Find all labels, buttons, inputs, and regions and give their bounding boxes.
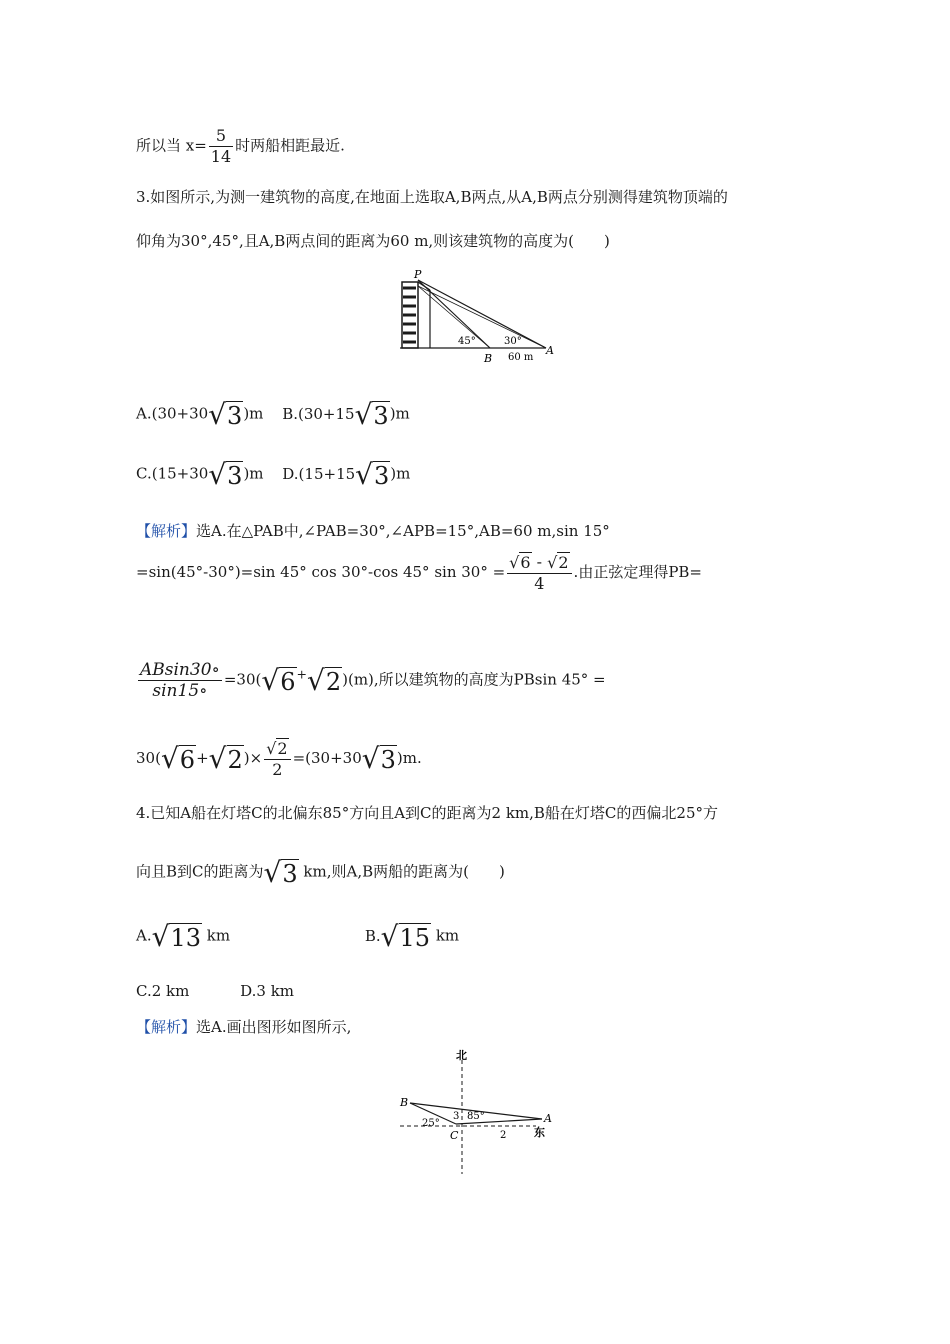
analysis-tag: 【解析】 (136, 522, 197, 540)
label-c: C (450, 1129, 459, 1142)
q3-analysis-line2: =sin(45°-30°)=sin 45° cos 30°-cos 45° sin 30° = $\frac{√6 - √2}{4}$ .由正弦定理得PB= (136, 552, 702, 593)
sqrt-3: √3 (354, 398, 389, 431)
ship-bearing-figure (396, 1046, 554, 1176)
label-a: A (544, 1112, 552, 1125)
sqrt-2: √2 (306, 664, 342, 697)
sight-line-b (418, 280, 490, 348)
sqrt-6: √6 (160, 742, 196, 776)
option-a-prefix: A. (136, 926, 152, 945)
q3-options-cd: C.(15+30√3)m D.(15+15√3)m (136, 458, 411, 491)
analysis-tag: 【解析】 (136, 1018, 197, 1036)
label-north: 北 (456, 1049, 467, 1062)
q3-analysis-line1: 【解析】选A.在△PAB中,∠PAB=30°,∠APB=15°,AB=60 m,sin 15° (136, 522, 610, 540)
q2-prefix: 所以当 x= (136, 136, 207, 155)
q4-stem-line1: 4.已知A船在灯塔C的北偏东85°方向且A到C的距离为2 km,B船在灯塔C的西偏北25°方 (136, 804, 718, 822)
option-d-prefix: D.(15+15 (282, 464, 356, 483)
angle-3: 3 (453, 1111, 460, 1122)
sqrt-3: √3 (208, 458, 243, 491)
sqrt-3: √3 (355, 458, 390, 491)
q2-conclusion (136, 126, 345, 167)
distance-60m: 60 m (508, 352, 534, 363)
sqrt-3: √3 (208, 398, 243, 431)
option-b-prefix: B.(30+15 (282, 404, 355, 423)
sqrt-3: √3 (361, 742, 396, 776)
angle-85: 85° (467, 1111, 485, 1122)
q3-options-ab: A.(30+30√3)m B.(30+15√3)m (136, 398, 410, 431)
sqrt-3: √3 (263, 856, 298, 889)
angle-25: 25° (422, 1118, 440, 1129)
fraction-5-14: $\frac{5}{14}$ (210, 126, 232, 166)
q4-options-cd (136, 982, 294, 1000)
sight-line-a (418, 280, 546, 348)
fraction-sqrt6-minus-sqrt2-over-4: $\frac{√6 - √2}{4}$ (507, 552, 571, 594)
option-d: D.3 km (240, 982, 295, 1000)
q2-suffix: 时两船相距最近. (235, 136, 345, 155)
distance-2: 2 (500, 1130, 507, 1141)
fraction-law-of-sines: $\frac{ABsin30\circ}{\sin 15\circ}$ (140, 660, 220, 701)
angle-45: 45° (458, 336, 476, 347)
sqrt-13: √13 (151, 920, 201, 953)
q3-analysis-line4: 30(√6+√2)× $\frac{√2}{2}$ =(30+30√3)m. (136, 738, 422, 779)
sqrt-15: √15 (380, 920, 431, 953)
q3-stem-line2: 仰角为30°,45°,且A,B两点间的距离为60 m,则该建筑物的高度为( ) (136, 232, 610, 250)
sqrt-6: √6 (261, 664, 296, 697)
option-a-prefix: A.(30+30 (136, 404, 209, 423)
option-c: C.2 km (136, 982, 190, 1000)
label-b: B (400, 1096, 409, 1109)
option-c-prefix: C.(15+30 (136, 464, 209, 483)
label-p: P (414, 268, 422, 281)
q4-analysis-line1: 【解析】选A.画出图形如图所示, (136, 1018, 352, 1036)
label-b: B (484, 352, 493, 365)
q4-options-ab: A.√13 km B.√15 km (136, 920, 460, 953)
fraction-sqrt2-over-2: $\frac{√2}{2}$ (264, 738, 290, 780)
option-b-prefix: B. (364, 926, 381, 945)
q3-stem-line1: 3.如图所示,为测一建筑物的高度,在地面上选取A,B两点,从A,B两点分别测得建筑物顶端的 (136, 188, 728, 206)
building-elevation-figure (396, 268, 558, 366)
label-a: A (546, 344, 554, 357)
q3-analysis-line3: $\frac{ABsin30\circ}{\sin 15\circ}$ =30(√6+√2)(m),所以建筑物的高度为PBsin 45° = (140, 660, 606, 701)
label-east: 东 (534, 1126, 545, 1139)
sqrt-2: √2 (208, 742, 243, 776)
angle-30: 30° (504, 336, 522, 347)
q4-stem-line2: 向且B到C的距离为√3 km,则A,B两船的距离为( ) (136, 856, 505, 889)
